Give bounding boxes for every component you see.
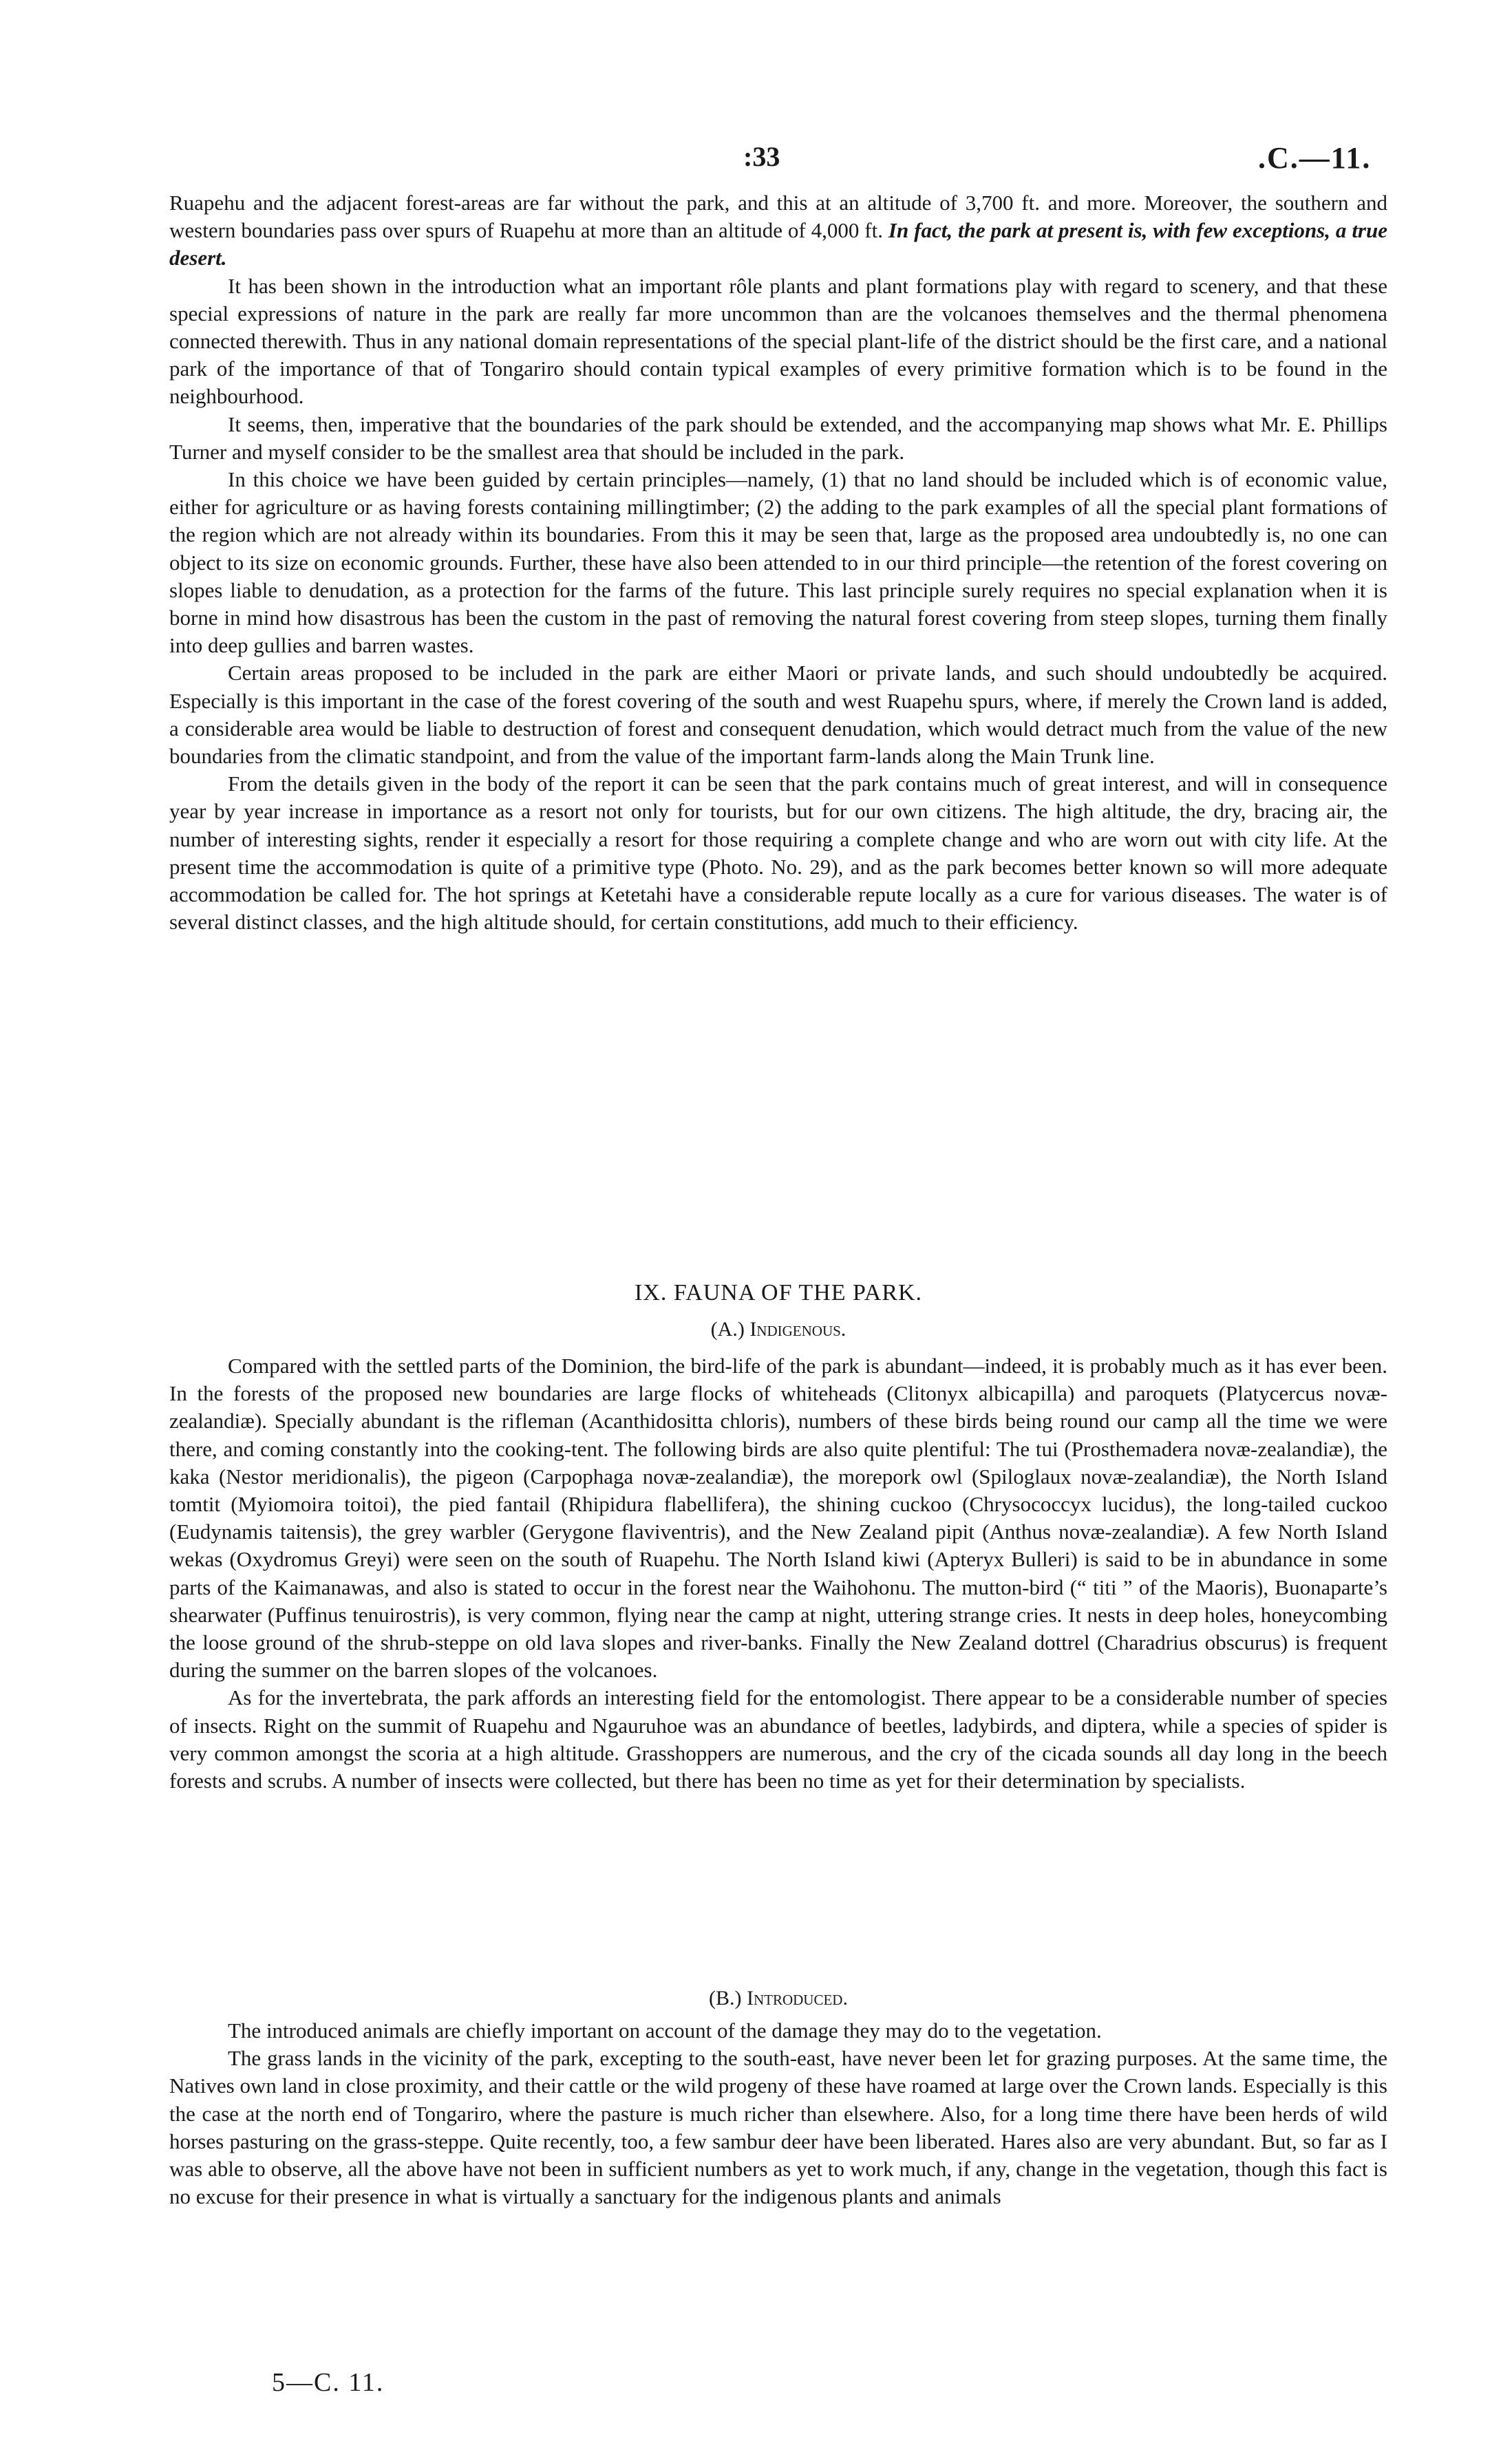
fauna-text-block (169, 1352, 1387, 1795)
document-reference: .C.—11. (1258, 141, 1372, 175)
page-number: :33 (743, 141, 780, 172)
section-heading: IX. FAUNA OF THE PARK. (634, 1280, 923, 1305)
emphasis-text: In fact, the park at present is, with few exceptions, a true desert. (169, 218, 1387, 270)
intro-text-block (169, 189, 1387, 936)
subheading-indigenous: (A.) Indigenous. (710, 1318, 846, 1341)
section-heading-container (169, 1280, 1387, 1306)
paragraph: As for the invertebrata, the park affords an interesting field for the entomologist. There appear to be a considerable number of species of insects. Right on the summit of Ruapehu and Ngauruhoe was an abundance of beetles, ladybirds, and diptera, while a species of spider is very common amongst the scoria at a high altitude. Grasshoppers are numerous, and the cry of the cicada sounds all day long in the beech forests and scrubs. A number of insects were collected, but there has been no time as yet for their determination by specialists. (169, 1685, 1387, 1793)
paragraph: It has been shown in the introduction what an important rôle plants and plant formations play with regard to scenery, and that these special expressions of nature in the park are really far more uncommon than are the volcanoes themselves and the thermal phenomena connected therewith. Thus in any national domain representations of the special plant-life of the district should be the first care, and a national park of the importance of that of Tongariro should contain typical examples of every primitive formation which is to be found in the neighbourhood. (169, 273, 1387, 409)
paragraph-text: Ruapehu and the adjacent forest-areas are far without the park, and this at an altitude of 3,700 ft. and more. Moreover, the southern and western boundaries pass over spurs of Ruapehu at more than an altitude of 4,000 ft. (169, 191, 1387, 243)
paragraph: In this choice we have been guided by certain principles—namely, (1) that no land should be included which is of economic value, either for agriculture or as having forests containing millingtimber; (2) the adding to the park examples of all the special plant formations of the region which are not already within its boundaries. From this it may be seen that, large as the proposed area undoubtedly is, no one can object to its size on economic grounds. Further, these have also been attended to in our third principle—the retention of the forest covering on slopes liable to denudation, as a protection for the farms of the future. This last principle surely requires no special explanation when it is borne in mind how disastrous has been the custom in the past of removing the natural forest covering from steep slopes, turning them finally into deep gullies and barren wastes. (169, 467, 1387, 658)
introduced-text-block (169, 2017, 1387, 2210)
subheading-container (169, 1987, 1387, 2010)
paragraph: From the details given in the body of the report it can be seen that the park contains much of great interest, and will in consequence year by year increase in importance as a resort not only for tourists, but for our own citizens. The high altitude, the dry, bracing air, the number of interesting sights, render it especially a resort for those requiring a complete change and who are worn out with city life. At the present time the accommodation is quite of a primitive type (Photo. No. 29), and as the park becomes better known so will more adequate accommodation be called for. The hot springs at Ketetahi have a considerable repute locally as a cure for various diseases. The water is of several distinct classes, and the high altitude should, for certain constitutions, add much to their efficiency. (169, 771, 1387, 935)
subheading-container (169, 1318, 1387, 1341)
paragraph: It seems, then, imperative that the boundaries of the park should be extended, and the accompanying map shows what Mr. E. Phillips Turner and myself consider to be the smallest area that should be included in the park. (169, 412, 1387, 464)
paragraph: Compared with the settled parts of the Dominion, the bird-life of the park is abundant—indeed, it is probably much as it has ever been. In the forests of the proposed new boundaries are large flocks of whiteheads (Clitonyx albicapilla) and paroquets (Platycercus novæ-zealandiæ). Specially abundant is the rifleman (Acanthidositta chloris), numbers of these birds being round our camp all the time we were there, and coming constantly into the cooking-tent. The following birds are also quite plentiful: The tui (Prosthemadera novæ-zealandiæ), the kaka (Nestor meridionalis), the pigeon (Carpophaga novæ-zealandiæ), the morepork owl (Spiloglaux novæ-zealandiæ), the North Island tomtit (Myiomoira toitoi), the pied fantail (Rhipidura flabellifera), the shining cuckoo (Chrysococcyx lucidus), the long-tailed cuckoo (Eudynamis taitensis), the grey warbler (Gerygone flaviventris), and the New Zealand pipit (Anthus novæ-zealandiæ). A few North Island wekas (Oxydromus Greyi) were seen on the south of Ruapehu. The North Island kiwi (Apteryx Bulleri) is said to be in abundance in some parts of the Kaimanawas, and also is stated to occur in the forest near the Waihohonu. The mutton-bird (“ titi ” of the Maoris), Buonaparte’s shearwater (Puffinus tenuirostris), is very common, flying near the camp at night, uttering strange cries. It nests in deep holes, honeycombing the loose ground of the shrub-steppe on old lava slopes and river-banks. Finally the New Zealand dottrel (Charadrius obscurus) is frequent during the summer on the barren slopes of the volcanoes. (169, 1354, 1387, 1683)
footer-signature: 5—C. 11. (272, 2368, 385, 2397)
paragraph: The grass lands in the vicinity of the park, excepting to the south-east, have never been let for grazing purposes. At the same time, the Natives own land in close proximity, and their cattle or the wild progeny of these have roamed at large over the Crown lands. Especially is this the case at the north end of Tongariro, where the pasture is much richer than elsewhere. Also, for a long time there have been herds of wild horses pasturing on the grass-steppe. Quite recently, too, a few sambur deer have been liberated. Hares also are very abundant. But, so far as I was able to observe, all the above have not been in sufficient numbers as yet to work much, if any, change in the vegetation, though this fact is no excuse for their presence in what is virtually a sanctuary for the indigenous plants and animals (169, 2046, 1387, 2209)
paragraph: Certain areas proposed to be included in the park are either Maori or private lands, and such should undoubtedly be acquired. Especially is this important in the case of the forest covering of the south and west Ruapehu spurs, where, if merely the Crown land is added, a considerable area would be liable to destruction of forest and consequent denudation, which would detract much from the value of the new boundaries from the climatic standpoint, and from the value of the important farm-lands along the Main Trunk line. (169, 661, 1387, 769)
paragraph (169, 189, 1387, 273)
paragraph: The introduced animals are chiefly important on account of the damage they may do to the vegetation. (228, 2018, 1102, 2043)
subheading-introduced: (B.) Introduced. (709, 1987, 848, 2009)
